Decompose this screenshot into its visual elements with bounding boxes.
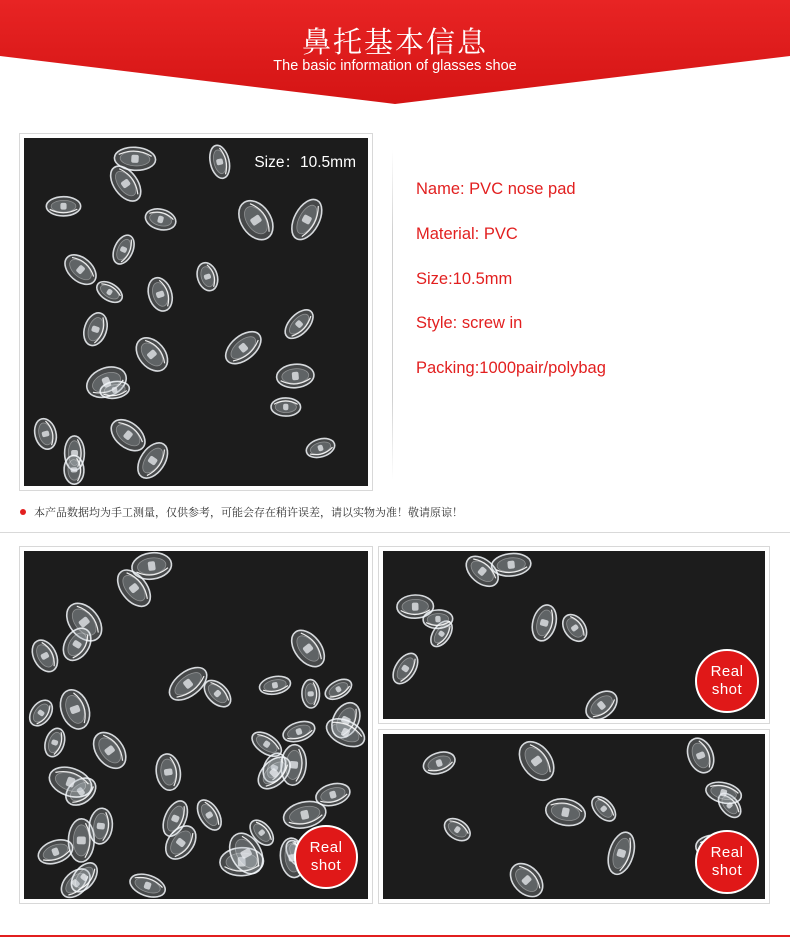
nose-pad [64, 455, 85, 484]
nose-pad [543, 795, 588, 829]
nose-pad [420, 748, 457, 778]
nose-pad [280, 718, 317, 746]
nose-pad [322, 675, 355, 703]
nose-pad [109, 232, 138, 267]
nose-pad [512, 735, 561, 787]
spec-size: Size:10.5mm [416, 269, 513, 288]
badge-line1: Real [710, 844, 744, 861]
nose-pad [285, 624, 331, 672]
spec-name: Name: PVC nose pad [416, 180, 576, 198]
nose-pad [388, 649, 423, 688]
nose-pad [87, 726, 133, 774]
nose-pad [276, 363, 315, 389]
nose-pad [143, 206, 178, 233]
real-shot-badge [695, 649, 759, 713]
nose-pad [258, 674, 292, 697]
bullet-icon [20, 509, 26, 515]
main-product-photo [19, 133, 373, 491]
nose-pads-image [24, 138, 368, 486]
nose-pad [127, 870, 168, 899]
nose-pad [31, 416, 59, 451]
section-divider [0, 532, 790, 533]
note-text: 本产品数据均为手工测量，仅供参考，可能会存在稍许误差，请以实物为准！敬请原谅！ [34, 506, 463, 519]
badge-line2: shot [711, 862, 743, 879]
nose-pad [27, 636, 62, 676]
gallery-photo-bottom-right [378, 729, 770, 904]
real-shot-badge [294, 825, 358, 889]
nose-pad [683, 734, 719, 776]
nose-pad [41, 726, 68, 760]
spec-style: Style: screw in [416, 314, 523, 333]
nose-pad [144, 275, 176, 315]
banner-subtitle: The basic information of glasses shoe [273, 58, 517, 74]
nose-pad [194, 260, 221, 293]
nose-pad [130, 332, 174, 377]
nose-pad [528, 602, 560, 643]
nose-pad [504, 857, 549, 899]
gallery-photo-top-right [378, 546, 770, 724]
nose-pad [59, 249, 101, 290]
nose-pad [220, 325, 267, 370]
header-banner [0, 0, 790, 104]
badge-line1: Real [710, 663, 744, 680]
nose-pad [232, 194, 280, 246]
footer-line [0, 935, 790, 937]
divider [392, 150, 393, 480]
nose-pad [207, 143, 233, 180]
nose-pad [193, 796, 227, 834]
nose-pad [271, 398, 301, 416]
nose-pad [280, 305, 318, 344]
nose-pad [423, 609, 453, 629]
nose-pad [558, 610, 592, 646]
nose-pad [304, 435, 337, 461]
nose-pad [286, 194, 328, 244]
nose-pad [301, 679, 320, 708]
spec-packing: Packing:1000pair/polybag [416, 359, 606, 378]
nose-pad [55, 686, 94, 733]
nose-pad [105, 413, 150, 456]
real-shot-badge [695, 830, 759, 894]
banner-title: 鼻托基本信息 [301, 25, 488, 59]
nose-pad [581, 685, 623, 719]
badge-line1: Real [309, 839, 343, 856]
gallery-photo-large [19, 546, 373, 904]
spec-list [416, 178, 606, 402]
product-image [24, 138, 368, 486]
measurement-note [20, 504, 463, 520]
nose-pad [87, 807, 114, 845]
nose-pad [46, 197, 81, 216]
badge-line2: shot [711, 681, 743, 698]
nose-pad [440, 814, 474, 845]
nose-pad [154, 752, 183, 791]
nose-pad [80, 310, 112, 349]
size-label: Size：10.5mm [254, 154, 356, 171]
nose-pad [603, 829, 639, 878]
badge-line2: shot [310, 857, 342, 874]
nose-pad [322, 713, 368, 752]
nose-pad [587, 792, 620, 825]
spec-material: Material: PVC [416, 224, 518, 243]
nose-pad [25, 696, 57, 730]
nose-pad [93, 277, 126, 306]
